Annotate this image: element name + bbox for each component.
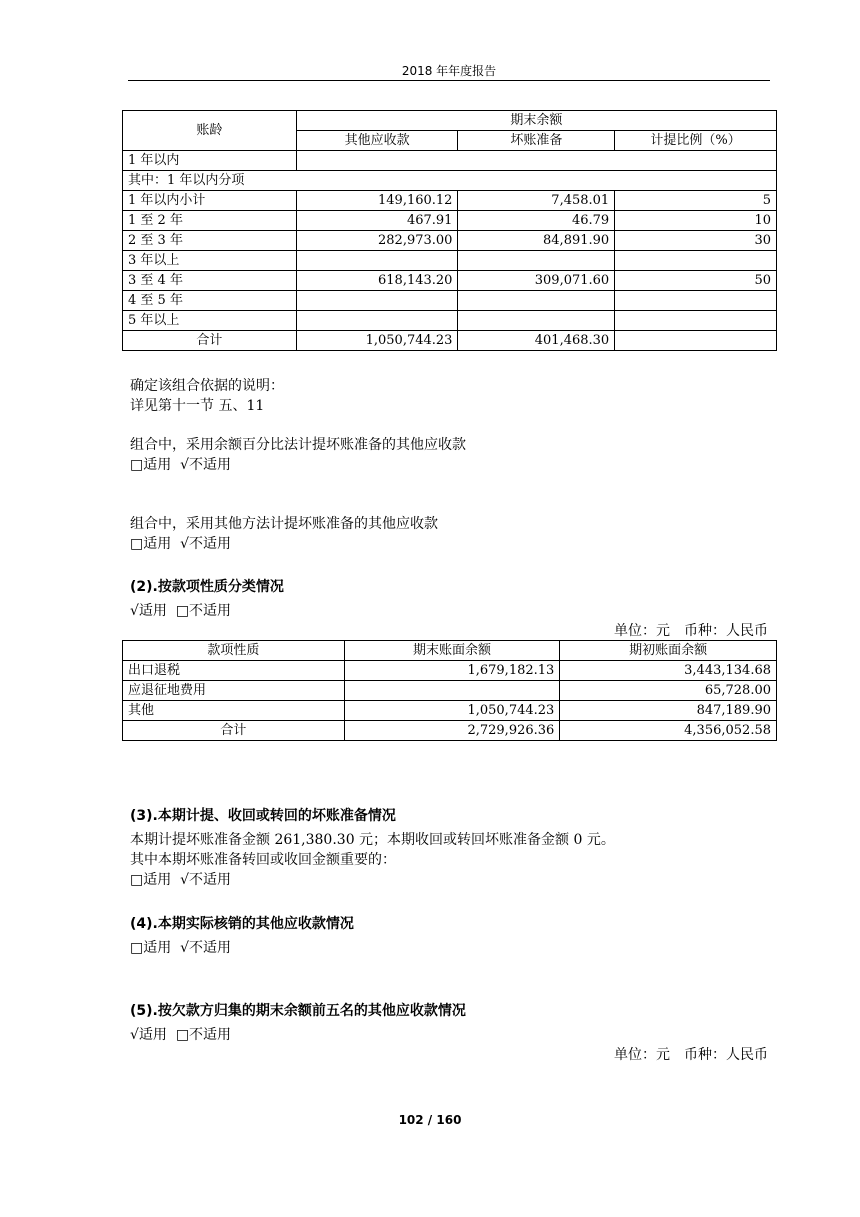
end-balance-cell: 1,679,182.13 — [344, 661, 560, 681]
col-header-account-age: 账龄 — [123, 111, 297, 151]
row-label: 5 年以上 — [123, 311, 297, 331]
not-applicable-checkbox[interactable]: √不适用 — [180, 536, 232, 552]
ratio-cell — [615, 251, 777, 271]
table-row — [123, 211, 777, 231]
combo1-options — [130, 455, 231, 475]
section3-options — [130, 870, 231, 890]
not-applicable-checkbox[interactable]: □不适用 — [175, 603, 232, 619]
col-header-nature: 款项性质 — [123, 641, 345, 661]
row-span-cell — [296, 151, 776, 171]
applicable-checkbox[interactable]: □适用 — [130, 536, 172, 552]
end-balance-cell: 1,050,744.23 — [344, 701, 560, 721]
total-bad-debt: 401,468.30 — [458, 331, 615, 351]
total-label: 合计 — [123, 721, 345, 741]
combo1-title: 组合中，采用余额百分比法计提坏账准备的其他应收款 — [130, 437, 466, 453]
begin-balance-cell: 847,189.90 — [560, 701, 777, 721]
total-begin-balance: 4,356,052.58 — [560, 721, 777, 741]
col-header-receivable: 其他应收款 — [296, 131, 458, 151]
nature-cell: 应退征地费用 — [123, 681, 345, 701]
applicable-checkbox[interactable]: □适用 — [130, 872, 172, 888]
section5-title: (5).按欠款方归集的期末余额前五名的其他应收款情况 — [130, 1003, 466, 1019]
page-number: 102 / 160 — [398, 1113, 462, 1127]
begin-balance-cell: 3,443,134.68 — [560, 661, 777, 681]
aging-table — [122, 110, 777, 351]
basis-detail: 详见第十一节 五、11 — [130, 398, 265, 414]
end-balance-cell — [344, 681, 560, 701]
col-header-begin-balance: 期初账面余额 — [560, 641, 777, 661]
table-row — [123, 311, 777, 331]
section5-unit: 单位：元 币种：人民币 — [614, 1047, 768, 1063]
applicable-checkbox[interactable]: √适用 — [130, 603, 167, 619]
receivable-cell: 149,160.12 — [296, 191, 458, 211]
section2-title: (2).按款项性质分类情况 — [130, 579, 284, 595]
table-row — [123, 291, 777, 311]
receivable-cell: 282,973.00 — [296, 231, 458, 251]
row-label: 3 年以上 — [123, 251, 297, 271]
table-row — [123, 171, 777, 191]
table-row — [123, 271, 777, 291]
col-header-end-balance: 期末账面余额 — [344, 641, 560, 661]
page-header-title: 2018 年年度报告 — [401, 64, 497, 78]
bad-debt-cell — [458, 291, 615, 311]
section4-options — [130, 938, 231, 958]
bad-debt-cell — [458, 251, 615, 271]
table-row — [123, 661, 777, 681]
bad-debt-cell: 46.79 — [458, 211, 615, 231]
combo2-title: 组合中，采用其他方法计提坏账准备的其他应收款 — [130, 516, 438, 532]
basis-label: 确定该组合依据的说明： — [130, 378, 284, 394]
not-applicable-checkbox[interactable]: √不适用 — [180, 940, 232, 956]
table-row — [123, 701, 777, 721]
applicable-checkbox[interactable]: □适用 — [130, 940, 172, 956]
section3-title: (3).本期计提、收回或转回的坏账准备情况 — [130, 808, 396, 824]
section3-line1: 本期计提坏账准备金额 261,380.30 元；本期收回或转回坏账准备金额 0 元。 — [130, 832, 615, 848]
ratio-cell — [615, 311, 777, 331]
applicable-checkbox[interactable]: √适用 — [130, 1027, 167, 1043]
total-label: 合计 — [123, 331, 297, 351]
row-label: 4 至 5 年 — [123, 291, 297, 311]
bad-debt-cell: 7,458.01 — [458, 191, 615, 211]
table-total-row — [123, 721, 777, 741]
table-row — [123, 231, 777, 251]
row-label: 2 至 3 年 — [123, 231, 297, 251]
ratio-cell: 50 — [615, 271, 777, 291]
bad-debt-cell — [458, 311, 615, 331]
table-row — [123, 191, 777, 211]
not-applicable-checkbox[interactable]: √不适用 — [180, 872, 232, 888]
nature-table — [122, 640, 777, 741]
col-header-ending-balance: 期末余额 — [296, 111, 776, 131]
row-label: 1 至 2 年 — [123, 211, 297, 231]
col-header-bad-debt: 坏账准备 — [458, 131, 615, 151]
col-header-ratio: 计提比例（%） — [615, 131, 777, 151]
combo2-options — [130, 534, 231, 554]
receivable-cell: 618,143.20 — [296, 271, 458, 291]
table-row — [123, 251, 777, 271]
nature-cell: 其他 — [123, 701, 345, 721]
row-label: 其中：1 年以内分项 — [123, 171, 777, 191]
receivable-cell: 467.91 — [296, 211, 458, 231]
not-applicable-checkbox[interactable]: √不适用 — [180, 457, 232, 473]
row-label: 1 年以内 — [123, 151, 297, 171]
table-row — [123, 151, 777, 171]
ratio-cell: 10 — [615, 211, 777, 231]
total-receivable: 1,050,744.23 — [296, 331, 458, 351]
nature-cell: 出口退税 — [123, 661, 345, 681]
ratio-cell: 5 — [615, 191, 777, 211]
header-divider — [128, 80, 770, 81]
section5-options — [130, 1025, 231, 1045]
section3-line2: 其中本期坏账准备转回或收回金额重要的： — [130, 852, 396, 868]
ratio-cell: 30 — [615, 231, 777, 251]
begin-balance-cell: 65,728.00 — [560, 681, 777, 701]
applicable-checkbox[interactable]: □适用 — [130, 457, 172, 473]
not-applicable-checkbox[interactable]: □不适用 — [175, 1027, 232, 1043]
bad-debt-cell: 84,891.90 — [458, 231, 615, 251]
total-end-balance: 2,729,926.36 — [344, 721, 560, 741]
row-label: 3 至 4 年 — [123, 271, 297, 291]
table-total-row — [123, 331, 777, 351]
row-label: 1 年以内小计 — [123, 191, 297, 211]
section2-options — [130, 601, 231, 621]
ratio-cell — [615, 291, 777, 311]
receivable-cell — [296, 251, 458, 271]
receivable-cell — [296, 291, 458, 311]
total-ratio — [615, 331, 777, 351]
receivable-cell — [296, 311, 458, 331]
section4-title: (4).本期实际核销的其他应收款情况 — [130, 916, 354, 932]
bad-debt-cell: 309,071.60 — [458, 271, 615, 291]
table-row — [123, 681, 777, 701]
section2-unit: 单位：元 币种：人民币 — [614, 623, 768, 639]
